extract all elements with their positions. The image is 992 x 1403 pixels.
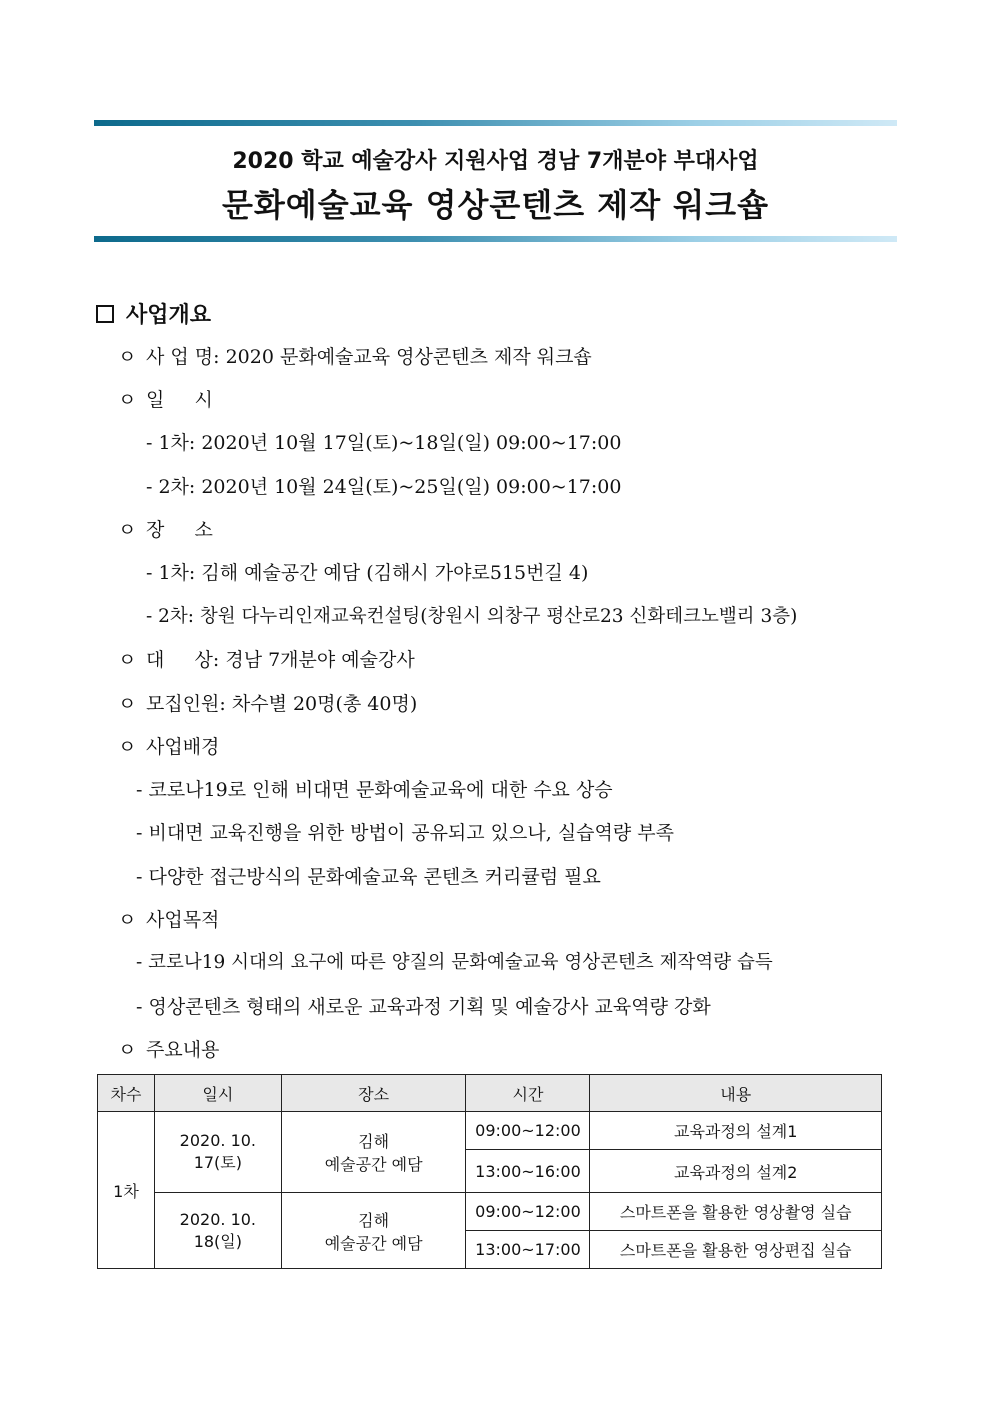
item-label: 모집인원 bbox=[146, 693, 220, 715]
item-label: 주요내용 bbox=[146, 1039, 220, 1061]
date-line-1: - 1차: 2020년 10월 17일(토)~18일(일) 09:00~17:00 bbox=[146, 432, 622, 454]
header-subtitle: 2020 학교 예술강사 지원사업 경남 7개분야 부대사업 bbox=[232, 149, 759, 174]
header-round: 차수 bbox=[98, 1075, 155, 1112]
item-background bbox=[118, 732, 219, 759]
place-line-2: - 2차: 창원 다누리인재교육컨설팅(창원시 의창구 평산로23 신화테크노밸리 3층) bbox=[146, 606, 798, 627]
bullet-icon: ㅇ bbox=[118, 346, 137, 368]
item-label: 사업목적 bbox=[146, 909, 220, 931]
header-bottom-rule bbox=[94, 236, 897, 242]
bullet-icon: ㅇ bbox=[118, 736, 137, 758]
item-target bbox=[118, 645, 415, 672]
bullet-icon: ㅇ bbox=[118, 649, 137, 671]
place-line-1: - 1차: 김해 예술공간 예담 (김해시 가야로515번길 4) bbox=[146, 562, 589, 584]
time-cell: 09:00~12:00 bbox=[466, 1193, 590, 1231]
date-cell: 2020. 10. 18(일) bbox=[154, 1193, 281, 1269]
header-date: 일시 bbox=[154, 1075, 281, 1112]
place-name: 김해 bbox=[358, 1210, 390, 1230]
header-place: 장소 bbox=[281, 1075, 466, 1112]
content-cell: 스마트폰을 활용한 영상촬영 실습 bbox=[590, 1193, 882, 1231]
place-detail: 예술공간 예담 bbox=[324, 1155, 423, 1174]
checkbox-square-icon bbox=[96, 305, 114, 323]
content-cell: 교육과정의 설계2 bbox=[590, 1150, 882, 1193]
item-recruit bbox=[118, 689, 417, 716]
content-cell: 스마트폰을 활용한 영상편집 실습 bbox=[590, 1231, 882, 1269]
place-detail: 예술공간 예담 bbox=[324, 1233, 423, 1253]
item-name bbox=[118, 342, 592, 369]
item-value: : 2020 문화예술교육 영상콘텐츠 제작 워크숍 bbox=[213, 346, 592, 368]
table-row bbox=[98, 1193, 882, 1231]
item-contents bbox=[118, 1035, 219, 1062]
background-line-1: - 코로나19로 인해 비대면 문화예술교육에 대한 수요 상승 bbox=[136, 779, 613, 801]
purpose-line-2: - 영상콘텐츠 형태의 새로운 교육과정 기획 및 예술강사 교육역량 강화 bbox=[136, 996, 711, 1018]
item-label: 장 소 bbox=[146, 519, 213, 541]
time-cell: 13:00~16:00 bbox=[466, 1150, 590, 1193]
table-row bbox=[98, 1112, 882, 1150]
place-cell bbox=[281, 1193, 466, 1269]
content-cell: 교육과정의 설계1 bbox=[590, 1112, 882, 1150]
item-value: : 차수별 20명(총 40명) bbox=[219, 693, 418, 715]
item-label: 대 상 bbox=[146, 649, 213, 671]
place-name: 김해 bbox=[358, 1132, 390, 1151]
item-label: 사업배경 bbox=[146, 736, 220, 758]
date-cell: 2020. 10. 17(토) bbox=[154, 1112, 281, 1193]
time-cell: 09:00~12:00 bbox=[466, 1112, 590, 1150]
header-content: 내용 bbox=[590, 1075, 882, 1112]
background-line-3: - 다양한 접근방식의 문화예술교육 콘텐츠 커리큘럼 필요 bbox=[136, 866, 601, 888]
item-label: 사 업 명 bbox=[146, 346, 214, 368]
item-date bbox=[118, 385, 213, 412]
item-label: 일 시 bbox=[146, 389, 213, 411]
bullet-icon: ㅇ bbox=[118, 389, 137, 411]
date-line-2: - 2차: 2020년 10월 24일(토)~25일(일) 09:00~17:00 bbox=[146, 476, 622, 498]
header-top-rule bbox=[94, 120, 897, 126]
bullet-icon: ㅇ bbox=[118, 693, 137, 715]
item-purpose bbox=[118, 905, 219, 932]
section-heading bbox=[96, 298, 211, 329]
purpose-line-1: - 코로나19 시대의 요구에 따른 양질의 문화예술교육 영상콘텐츠 제작역량 습득 bbox=[136, 952, 773, 973]
item-value: : 경남 7개분야 예술강사 bbox=[212, 649, 415, 671]
bullet-icon: ㅇ bbox=[118, 909, 137, 931]
header-title: 문화예술교육 영상콘텐츠 제작 워크숍 bbox=[221, 186, 769, 224]
place-cell bbox=[281, 1112, 466, 1193]
bullet-icon: ㅇ bbox=[118, 519, 137, 541]
schedule-table bbox=[97, 1074, 882, 1269]
table-header-row bbox=[98, 1075, 882, 1112]
round-cell: 1차 bbox=[98, 1112, 155, 1269]
header-time: 시간 bbox=[466, 1075, 590, 1112]
background-line-2: - 비대면 교육진행을 위한 방법이 공유되고 있으나, 실습역량 부족 bbox=[136, 822, 674, 844]
item-place bbox=[118, 515, 213, 542]
section-title: 사업개요 bbox=[126, 302, 212, 328]
time-cell: 13:00~17:00 bbox=[466, 1231, 590, 1269]
bullet-icon: ㅇ bbox=[118, 1039, 137, 1061]
